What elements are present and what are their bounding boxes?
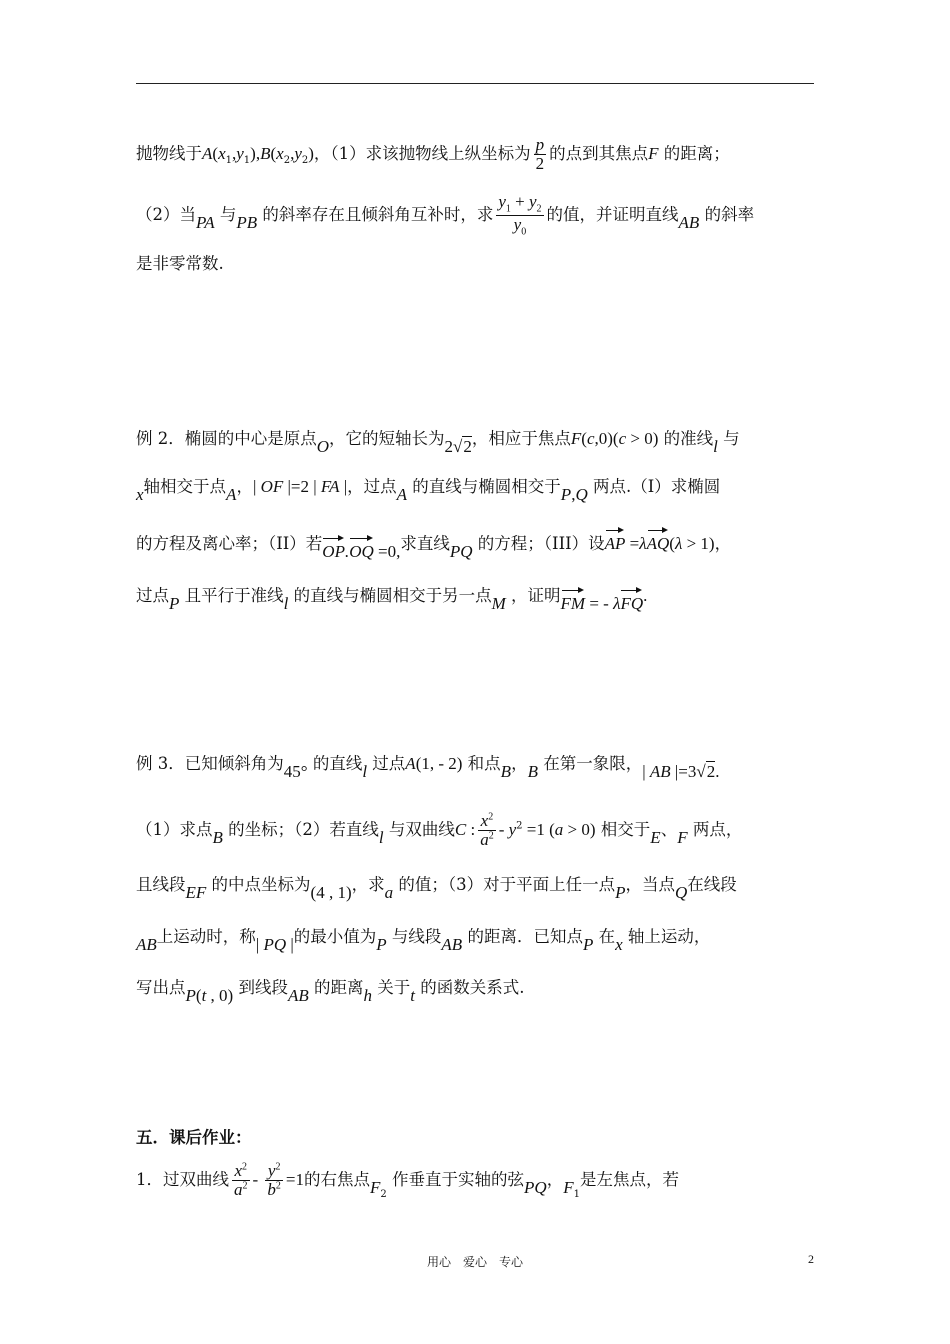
text: 例 3．已知倾斜角为 [136,754,284,773]
text-line: x轴相交于点A，| OF |=2 | FA |，过点A 的直线与椭圆相交于P,Q 两点.（I）求椭圆 [136,477,721,504]
text: 与双曲线 [388,819,455,839]
text: 的中点坐标为 [211,875,311,894]
text: ，当点 [625,875,675,894]
text: 1．过双曲线 [136,1169,229,1189]
text: 的方程；（III）设 [477,534,605,553]
section-heading: 五．课后作业： [136,1128,252,1147]
text: 的点到其焦点 [549,143,649,163]
text: 的直线 [312,754,363,773]
text: （2）当 [136,204,196,224]
text-line: 的方程及离心率；（II）若OP.OQ =0,求直线PQ 的方程；（III）设AP =λAQ(λ > 1)， [136,528,816,556]
text: ， [236,477,253,496]
text: 的距离．已知点 [467,927,583,946]
text: （1）求点 [136,819,213,839]
text: 和点 [467,754,501,773]
text: 过点 [372,754,406,773]
text: 、 [660,819,678,839]
text: 例 2．椭圆的中心是原点 [136,429,317,448]
text: ，它的短轴长为 [329,429,445,448]
text: 与 [723,429,740,448]
text: 的直线与椭圆相交于另一点 [293,586,492,605]
text-line: （2）当PA 与PB 的斜率存在且倾斜角互补时，求 $\frac{y_1 + y_2}{y_0}$ 的值，并证明直线AB 的斜率 [136,192,755,238]
text: 轴上运动， [627,927,711,946]
text: ，求 [351,875,385,894]
text: 过点 [136,586,169,605]
text: 作垂直于实轴的弦 [392,1169,525,1189]
text-line: （1）求点B 的坐标；（2）若直线l 与双曲线C : $\frac{x^2}{a^2}$ - $y^2 =1$ (a > 0) 相交于E、F 两点， [136,811,743,849]
footer-text: 用心 爱心 专心 [426,1255,523,1269]
text: 是左焦点，若 [579,1169,679,1189]
text-line [136,252,816,276]
text-line: 抛物线于$A(x_1,y_1),B(x_2,y_2)$，（1）求该抛物线上纵坐标为 $\frac{p}{2}$ 的点到其焦点F 的距离； [136,135,730,173]
text: 的距离 [314,978,364,997]
text: 的方程及离心率；（II）若 [136,534,323,553]
text: ， [714,534,732,553]
text: 的距离； [663,143,730,163]
text: 相交于 [600,819,651,839]
text: 的最小值为 [293,927,377,946]
text: ，（1）求该抛物线上纵坐标为 [313,143,531,163]
text: 与 [219,204,237,224]
formula-fraction: $\frac{y^2}{b^2}$ [267,1161,281,1199]
text: 在第一象限， [543,754,643,773]
text-line: 过点P 且平行于准线l 的直线与椭圆相交于另一点M ，证明FM = - λFQ. [136,580,816,608]
text: ，证明 [511,586,561,605]
text: 且线段 [136,875,186,894]
text: 的值；（3）对于平面上任一点 [398,875,616,894]
text: ， [546,1169,564,1189]
text: 的斜率存在且倾斜角互补时，求 [262,204,494,224]
text: 上运动时，称 [156,927,256,946]
text-line: 且线段EF 的中点坐标为(4 , 1)，求a 的值；（3）对于平面上任一点P，当点Q在线段 [136,875,737,902]
text: 的直线与椭圆相交于 [412,477,561,496]
text: 抛物线于 [136,143,202,163]
text: 求直线 [400,534,450,553]
text-line: AB上运动时，称| PQ |的最小值为P 与线段AB 的距离．已知点P 在x 轴上运动， [136,927,711,954]
text-line: 例 2．椭圆的中心是原点O，它的短轴长为2√2，相应于焦点F(c,0)(c > 0) 的准线l 与 [136,429,740,456]
text-line: 1．过双曲线 $\frac{x^2}{a^2}$ - $\frac{y^2}{b^2}$ =1的右焦点$F_2$ 作垂直于实轴的弦PQ，$F_1$是左焦点，若 [136,1161,679,1201]
text: ，过点 [347,477,397,496]
formula-fraction: $\frac{x^2}{a^2}$ [480,811,494,849]
formula-fraction: $\frac{y_1 + y_2}{y_0}$ [498,192,542,238]
page-number: 2 [808,1252,814,1266]
header-rule [136,83,814,84]
text: 与线段 [391,927,442,946]
text: ，相应于焦点 [471,429,571,448]
text: 两点.（I）求椭圆 [592,477,721,496]
text: 在线段 [687,875,737,894]
text: 是非零常数. [136,254,224,273]
text: 写出点 [136,978,186,997]
text: 轴相交于点 [143,477,227,496]
text: 到线段 [238,978,288,997]
text: 且平行于准线 [184,586,284,605]
formula-p-over-2: $\frac{p}{2}$ [535,135,545,173]
text: 关于 [377,978,411,997]
text: 的函数关系式. [420,978,525,997]
text: 的值，并证明直线 [546,204,679,224]
text: 的坐标；（2）若直线 [228,819,379,839]
text: ， [511,754,528,773]
text: 的准线 [663,429,714,448]
formula-fraction: $\frac{x^2}{a^2}$ [234,1161,248,1199]
text-line: 例 3．已知倾斜角为45° 的直线l 过点A(1, - 2) 和点B，B 在第一象限，| AB |=3√2. [136,754,720,781]
text-line: 写出点P(t , 0) 到线段AB 的距离h 关于t 的函数关系式. [136,978,525,1005]
text: 的斜率 [704,204,755,224]
text: 的右焦点 [304,1169,371,1189]
text: 在 [598,927,616,946]
text: 两点， [692,819,743,839]
